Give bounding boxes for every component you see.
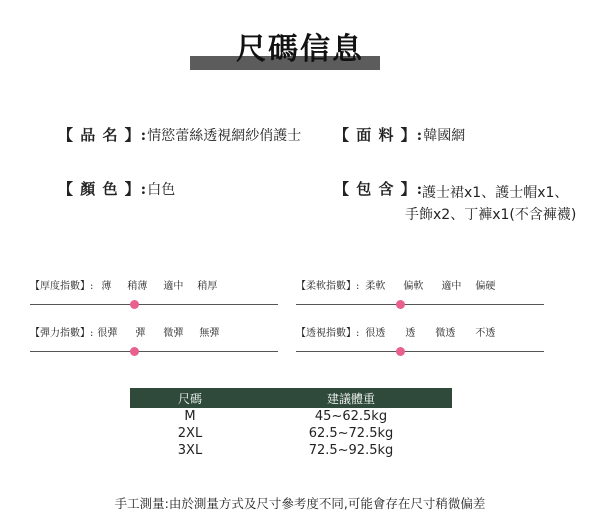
scale-option: 柔軟 <box>365 280 386 292</box>
weight-cell: 72.5~92.5kg <box>308 443 394 458</box>
size-header-weight: 建議體重 <box>326 391 375 406</box>
size-cell: 2XL <box>177 426 203 441</box>
table-row <box>130 425 452 442</box>
scale-option: 微彈 <box>163 327 184 339</box>
info-name-value: 情慾蕾絲透視網紗俏護士 <box>147 128 302 144</box>
scale-option: 適中 <box>163 280 184 292</box>
scale-option: 稍薄 <box>127 280 148 292</box>
info-color <box>58 178 175 199</box>
weight-cell: 45~62.5kg <box>314 409 388 424</box>
scale-thickness <box>30 276 278 292</box>
weight-cell: 62.5~72.5kg <box>308 426 394 441</box>
scale-elasticity-label: 【彈力指數】: <box>30 327 94 339</box>
scale-option: 彈 <box>135 327 146 339</box>
scale-softness <box>296 276 544 292</box>
info-includes <box>334 178 423 199</box>
scale-option: 偏軟 <box>403 280 424 292</box>
scale-level-marker <box>396 300 405 309</box>
table-row <box>130 408 452 425</box>
scale-option: 微透 <box>435 327 456 339</box>
page-title: 尺碼信息 <box>236 32 364 67</box>
info-color-value: 白色 <box>147 182 176 198</box>
scale-option: 稍厚 <box>197 280 218 292</box>
size-table-header <box>130 388 452 408</box>
size-cell: 3XL <box>177 443 203 458</box>
scale-level-marker <box>130 347 139 356</box>
info-fabric-key: 【 面 料 】: <box>334 126 424 144</box>
info-includes-line2: 手飾x2、丁褲x1(不含褲襪) <box>405 207 577 223</box>
scale-elasticity <box>30 323 278 339</box>
info-includes-line1: 護士裙x1、護士帽x1、 <box>422 185 569 201</box>
scale-level-marker <box>130 300 139 309</box>
scale-transparency <box>296 323 544 339</box>
title-section <box>0 0 600 80</box>
scale-option: 薄 <box>101 280 112 292</box>
scale-option: 無彈 <box>199 327 220 339</box>
scale-thickness-label: 【厚度指數】: <box>30 280 94 292</box>
info-color-key: 【 顏 色 】: <box>58 180 148 198</box>
scale-track <box>30 304 278 305</box>
scale-track <box>296 304 544 305</box>
measurement-note: 手工測量:由於測量方式及尺寸參考度不同,可能會存在尺寸稍微偏差 <box>114 496 486 511</box>
scale-softness-label: 【柔軟指數】: <box>296 280 360 292</box>
scale-transparency-label: 【透視指數】: <box>296 327 360 339</box>
scale-option: 很彈 <box>97 327 118 339</box>
scale-option: 適中 <box>441 280 462 292</box>
size-table <box>130 388 452 459</box>
info-fabric-value: 韓國網 <box>423 128 466 144</box>
info-includes-key: 【 包 含 】: <box>334 180 424 198</box>
scale-track <box>30 351 278 352</box>
table-row <box>130 442 452 459</box>
size-header-size: 尺碼 <box>177 391 202 406</box>
scale-option: 透 <box>405 327 416 339</box>
info-fabric <box>334 124 465 145</box>
scale-option: 偏硬 <box>475 280 496 292</box>
info-name-key: 【 品 名 】: <box>58 126 148 144</box>
scale-track <box>296 351 544 352</box>
scale-option: 很透 <box>365 327 386 339</box>
scale-option: 不透 <box>475 327 496 339</box>
size-cell: M <box>184 409 196 424</box>
info-name <box>58 124 301 145</box>
scale-level-marker <box>396 347 405 356</box>
